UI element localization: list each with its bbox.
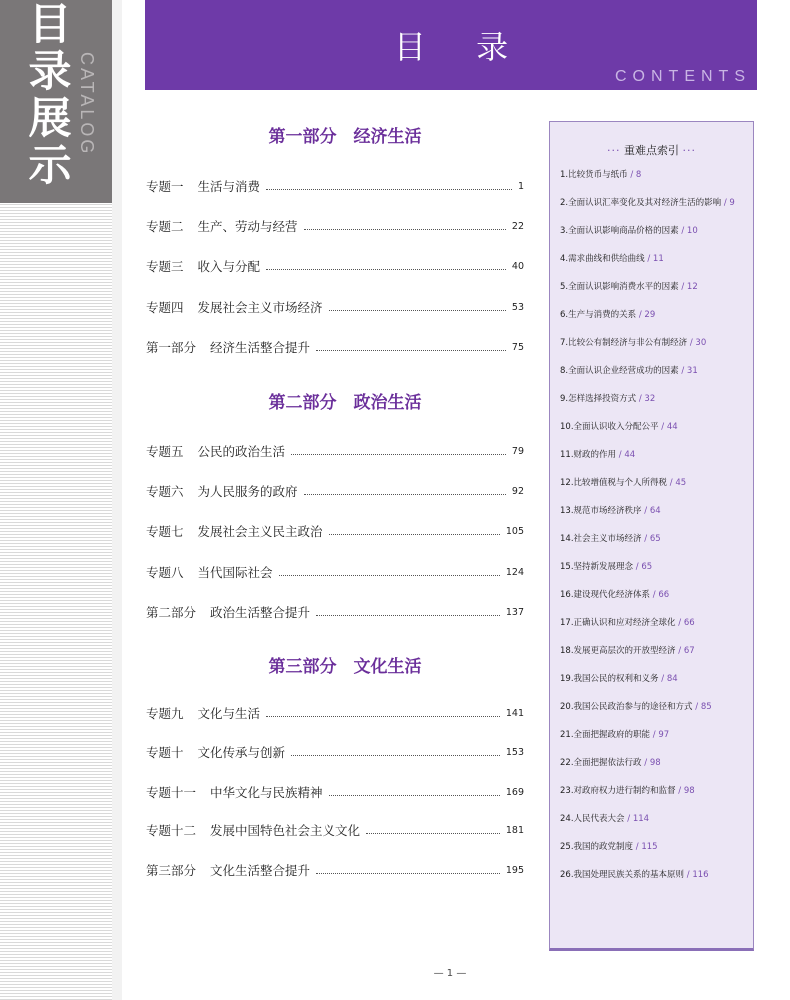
- header-banner: [145, 0, 757, 90]
- toc-page: 105: [505, 525, 524, 537]
- index-item[interactable]: 15.坚持新发展理念 / 65: [560, 562, 653, 572]
- index-item-text: 13.规范市场经济秩序: [560, 506, 642, 516]
- toc-leader-dots: [329, 794, 500, 796]
- toc-leader-dots: [316, 872, 500, 874]
- index-item-page: 10: [686, 226, 698, 236]
- index-item[interactable]: 7.比较公有制经济与非公有制经济 / 30: [560, 338, 707, 348]
- index-item-text: 2.全面认识汇率变化及其对经济生活的影响: [560, 198, 722, 208]
- index-item-text: 8.全面认识企业经营成功的因素: [560, 366, 679, 376]
- toc-leader-dots: [316, 614, 500, 616]
- section-title: 第三部分 文化生活: [268, 657, 422, 677]
- toc-leader-dots: [266, 188, 512, 190]
- toc-leader-dots: [304, 493, 506, 495]
- index-item-page: 44: [666, 422, 678, 432]
- index-title-text: 重难点索引: [624, 144, 679, 157]
- index-item-text: 9.怎样选择投资方式: [560, 394, 637, 404]
- toc-row[interactable]: [146, 256, 524, 276]
- index-item-page: 44: [624, 450, 636, 460]
- contents-subtitle: CONTENTS: [615, 68, 751, 85]
- index-item-text: 5.全面认识影响消费水平的因素: [560, 282, 679, 292]
- toc-topic: 第三部分: [146, 863, 197, 878]
- toc-row[interactable]: [146, 481, 524, 501]
- toc-row[interactable]: [146, 216, 524, 236]
- page-number: — 1 —: [433, 968, 467, 979]
- toc-leader-dots: [291, 453, 506, 455]
- toc-topic: 第一部分: [146, 340, 197, 355]
- toc-name: 发展社会主义市场经济: [197, 300, 323, 315]
- toc-name: 发展社会主义民主政治: [197, 524, 323, 539]
- toc-topic: 专题十: [146, 745, 184, 760]
- toc-page: 79: [511, 445, 524, 457]
- index-item[interactable]: 14.社会主义市场经济 / 65: [560, 534, 661, 544]
- index-item-text: 22.全面把握依法行政: [560, 758, 642, 768]
- index-item-page: 65: [641, 562, 653, 572]
- toc-page: 141: [505, 707, 524, 719]
- ellipsis-icon: ···: [682, 144, 696, 157]
- toc-row[interactable]: [146, 782, 524, 802]
- index-item[interactable]: 4.需求曲线和供给曲线 / 11: [560, 254, 664, 264]
- toc-topic: 专题三: [146, 259, 184, 274]
- toc-page: 153: [505, 746, 524, 758]
- toc-row[interactable]: [146, 820, 524, 840]
- index-item[interactable]: 22.全面把握依法行政 / 98: [560, 758, 661, 768]
- toc-page: 75: [511, 341, 524, 353]
- sidebar-title: [22, 2, 78, 190]
- toc-page: 137: [505, 606, 524, 618]
- index-item[interactable]: 25.我国的政党制度 / 115: [560, 842, 658, 852]
- toc-topic: 专题十一: [146, 785, 197, 800]
- index-item[interactable]: 8.全面认识企业经营成功的因素 / 31: [560, 366, 698, 376]
- index-item[interactable]: 18.发展更高层次的开放型经济 / 67: [560, 646, 695, 656]
- index-item[interactable]: 17.正确认识和应对经济全球化 / 66: [560, 618, 695, 628]
- index-item-text: 24.人民代表大会: [560, 814, 625, 824]
- index-item-text: 14.社会主义市场经济: [560, 534, 642, 544]
- toc-leader-dots: [304, 228, 506, 230]
- index-item-text: 4.需求曲线和供给曲线: [560, 254, 645, 264]
- toc-page: 169: [505, 786, 524, 798]
- toc-name: 中华文化与民族精神: [210, 785, 323, 800]
- toc-page: 1: [517, 180, 524, 192]
- index-item-text: 25.我国的政党制度: [560, 842, 634, 852]
- sidebar-title-char: 目: [28, 0, 72, 50]
- index-item-page: 66: [658, 590, 670, 600]
- index-item[interactable]: 16.建设现代化经济体系 / 66: [560, 590, 670, 600]
- toc-page: 92: [511, 485, 524, 497]
- index-item-page: 64: [649, 506, 661, 516]
- index-item-page: 66: [683, 618, 695, 628]
- toc-page: 40: [511, 260, 524, 272]
- index-item-page: 9: [729, 198, 735, 208]
- index-item[interactable]: 20.我国公民政治参与的途径和方式 / 85: [560, 702, 712, 712]
- index-item-text: 6.生产与消费的关系: [560, 310, 637, 320]
- toc-name: 当代国际社会: [197, 565, 273, 580]
- toc-name: 为人民服务的政府: [197, 484, 298, 499]
- index-item-page: 32: [644, 394, 656, 404]
- toc-page: 53: [511, 301, 524, 313]
- index-item[interactable]: 10.全面认识收入分配公平 / 44: [560, 422, 678, 432]
- toc-leader-dots: [316, 349, 506, 351]
- sidebar-title-char: 示: [28, 141, 72, 191]
- toc-leader-dots: [366, 832, 500, 834]
- index-item-page: 8: [635, 170, 642, 180]
- index-item-page: 67: [683, 646, 695, 656]
- index-item[interactable]: 12.比较增值税与个人所得税 / 45: [560, 478, 687, 488]
- index-item-text: 11.财政的作用: [560, 450, 617, 460]
- index-item[interactable]: 19.我国公民的权利和义务 / 84: [560, 674, 678, 684]
- index-item-page: 11: [652, 254, 664, 264]
- toc-page: 124: [505, 566, 524, 578]
- section-title: 第一部分 经济生活: [268, 127, 422, 147]
- index-item-page: 12: [686, 282, 698, 292]
- index-item[interactable]: 1.比较货币与纸币 / 8: [560, 170, 642, 180]
- index-item-text: 21.全面把握政府的职能: [560, 730, 651, 740]
- index-item[interactable]: 26.我国处理民族关系的基本原则 / 116: [560, 870, 709, 880]
- index-item-text: 16.建设现代化经济体系: [560, 590, 651, 600]
- toc-leader-dots: [329, 309, 506, 311]
- toc-row[interactable]: [146, 297, 524, 317]
- section-title: 第二部分 政治生活: [268, 393, 422, 413]
- index-item[interactable]: 6.生产与消费的关系 / 29: [560, 310, 656, 320]
- index-item-text: 26.我国处理民族关系的基本原则: [560, 870, 685, 880]
- toc-leader-dots: [329, 533, 500, 535]
- index-item-page: 98: [683, 786, 695, 796]
- index-item-page: 45: [675, 478, 687, 488]
- index-item[interactable]: 11.财政的作用 / 44: [560, 450, 636, 460]
- index-item-text: 17.正确认识和应对经济全球化: [560, 618, 676, 628]
- ellipsis-icon: ···: [607, 144, 621, 157]
- toc-name: 文化传承与创新: [197, 745, 286, 760]
- toc-name: 发展中国特色社会主义文化: [210, 823, 361, 838]
- toc-name: 政治生活整合提升: [210, 605, 311, 620]
- toc-row[interactable]: [146, 521, 524, 541]
- index-item-page: 115: [641, 842, 658, 852]
- toc-topic: 专题一: [146, 179, 184, 194]
- toc-row[interactable]: [146, 742, 524, 762]
- toc-topic: 专题七: [146, 524, 184, 539]
- toc-row[interactable]: [146, 860, 524, 880]
- index-item[interactable]: 24.人民代表大会 / 114: [560, 814, 650, 824]
- toc-leader-dots: [266, 268, 506, 270]
- toc-leader-dots: [291, 754, 500, 756]
- toc-topic: 专题二: [146, 219, 184, 234]
- page-title: 目 录: [393, 28, 529, 66]
- toc-leader-dots: [266, 715, 500, 717]
- toc-name: 文化与生活: [197, 706, 261, 721]
- toc-leader-dots: [279, 574, 500, 576]
- toc-topic: 专题六: [146, 484, 184, 499]
- toc-name: 公民的政治生活: [197, 444, 286, 459]
- index-item-text: 12.比较增值税与个人所得税: [560, 478, 668, 488]
- index-item-page: 84: [666, 674, 678, 684]
- index-item[interactable]: 23.对政府权力进行制约和监督 / 98: [560, 786, 695, 796]
- index-item-text: 15.坚持新发展理念: [560, 562, 634, 572]
- toc-name: 生活与消费: [197, 179, 261, 194]
- index-item-page: 114: [632, 814, 650, 824]
- toc-page: 195: [505, 864, 524, 876]
- toc-row[interactable]: [146, 703, 524, 723]
- index-item-page: 97: [658, 730, 670, 740]
- toc-page: 22: [511, 220, 524, 232]
- toc-page: 181: [505, 824, 524, 836]
- toc-name: 文化生活整合提升: [210, 863, 311, 878]
- toc-row[interactable]: [146, 562, 524, 582]
- index-item-text: 23.对政府权力进行制约和监督: [560, 786, 676, 796]
- index-item-text: 20.我国公民政治参与的途径和方式: [560, 702, 693, 712]
- index-item-page: 30: [695, 338, 707, 348]
- toc-row[interactable]: [146, 337, 524, 357]
- index-item-page: 65: [649, 534, 661, 544]
- index-item-page: 98: [649, 758, 661, 768]
- index-title: [550, 142, 753, 158]
- index-item[interactable]: 21.全面把握政府的职能 / 97: [560, 730, 670, 740]
- toc-row[interactable]: [146, 602, 524, 622]
- toc-topic: 专题五: [146, 444, 184, 459]
- index-item[interactable]: 2.全面认识汇率变化及其对经济生活的影响 / 9: [560, 198, 735, 208]
- index-item[interactable]: 9.怎样选择投资方式 / 32: [560, 394, 656, 404]
- toc-topic: 专题九: [146, 706, 184, 721]
- sidebar-title-block: [0, 0, 112, 203]
- toc-row[interactable]: [146, 176, 524, 196]
- index-item-text: 19.我国公民的权利和义务: [560, 674, 659, 684]
- toc-name: 收入与分配: [197, 259, 261, 274]
- toc-topic: 第二部分: [146, 605, 197, 620]
- key-points-index: [549, 121, 754, 951]
- toc-row[interactable]: [146, 441, 524, 461]
- index-item-text: 7.比较公有制经济与非公有制经济: [560, 338, 688, 348]
- index-item[interactable]: 5.全面认识影响消费水平的因素 / 12: [560, 282, 698, 292]
- index-item-page: 85: [700, 702, 712, 712]
- sidebar-catalog-label: CATALOG: [77, 52, 97, 157]
- index-item-text: 18.发展更高层次的开放型经济: [560, 646, 676, 656]
- toc-name: 生产、劳动与经营: [197, 219, 298, 234]
- index-item-text: 3.全面认识影响商品价格的因素: [560, 226, 679, 236]
- toc-topic: 专题四: [146, 300, 184, 315]
- gutter: [112, 0, 122, 1000]
- index-item-page: 29: [644, 310, 656, 320]
- toc-topic: 专题八: [146, 565, 184, 580]
- index-item-page: 31: [686, 366, 698, 376]
- sidebar-title-char: 录: [28, 47, 72, 97]
- sidebar-title-char: 展: [28, 94, 72, 144]
- index-item-text: 10.全面认识收入分配公平: [560, 422, 659, 432]
- toc-name: 经济生活整合提升: [210, 340, 311, 355]
- toc-topic: 专题十二: [146, 823, 197, 838]
- index-item[interactable]: 3.全面认识影响商品价格的因素 / 10: [560, 226, 698, 236]
- index-item-page: 116: [692, 870, 709, 880]
- index-item-text: 1.比较货币与纸币: [560, 170, 628, 180]
- index-item[interactable]: 13.规范市场经济秩序 / 64: [560, 506, 661, 516]
